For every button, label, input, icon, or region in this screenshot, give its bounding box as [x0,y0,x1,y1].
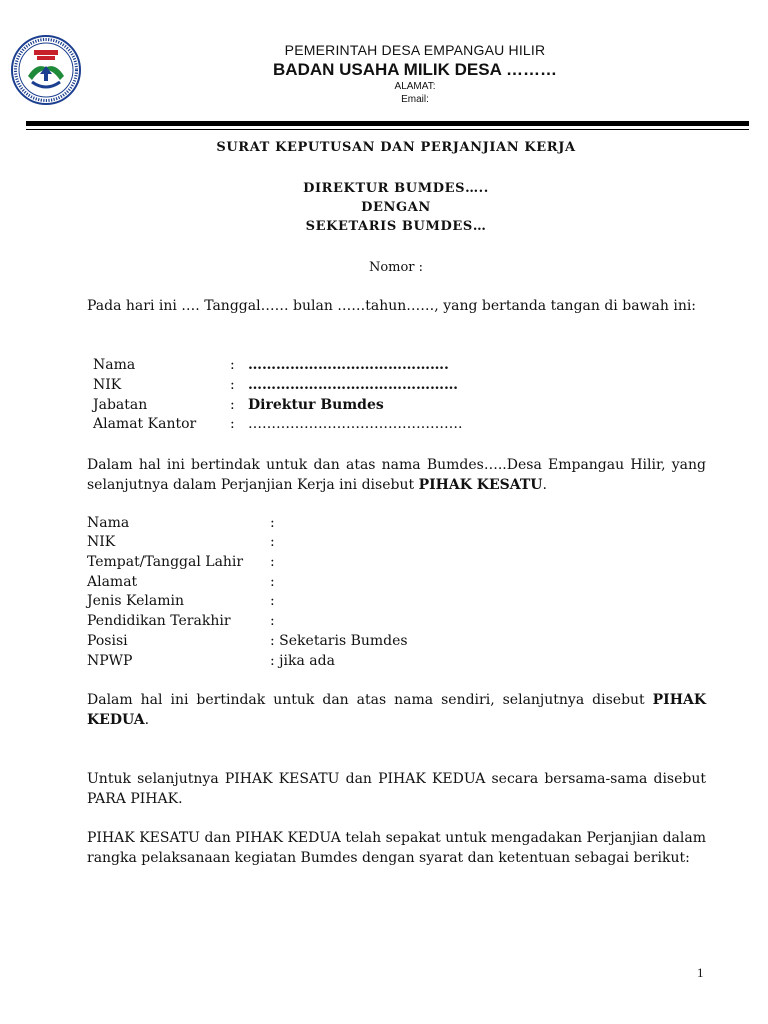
field-colon: : [230,416,235,432]
para-pihak-paragraph: Untuk selanjutnya PIHAK KESATU dan PIHAK KEDUA secara bersama-sama disebut PARA PIHAK. [87,771,706,807]
field-label: Alamat Kantor [93,416,197,432]
field-label: Pendidikan Terakhir [87,613,231,629]
page-number: 1 [697,965,704,980]
field-colon: : [270,633,275,649]
letterhead-government: PEMERINTAH DESA EMPANGAU HILIR [284,42,546,58]
letterhead-organization: BADAN USAHA MILIK DESA ……… [273,60,557,79]
first-party-statement [87,455,706,495]
document-number: Nomor : [368,260,424,275]
field-colon: : [270,534,275,550]
field-colon: : [230,397,235,413]
pihak-kesatu-term: PIHAK KESATU [418,477,543,493]
statement-text: Dalam hal ini bertindak untuk dan atas nama Bumdes…..Desa Empangau Hilir, yang selanjutnya dalam Perjanjian Kerja ini disebut [87,457,706,493]
field-label: NPWP [87,653,133,669]
letterhead-address: ALAMAT: [394,81,436,92]
field-label: Nama [93,357,136,373]
intro-paragraph: Pada hari ini …. Tanggal…… bulan ……tahun……, yang bertanda tangan di bawah ini: [87,298,697,314]
field-value: Direktur Bumdes [248,397,384,413]
field-colon: : [270,554,275,570]
field-label: NIK [93,377,122,393]
field-label: Nama [87,515,130,531]
statement-text: Dalam hal ini bertindak untuk dan atas nama sendiri, selanjutnya disebut [87,692,653,708]
field-value: ………………………………………. [248,416,463,432]
with-title: DENGAN [361,200,431,215]
field-colon: : [270,653,275,669]
field-colon: : [270,574,275,590]
document-title: SURAT KEPUTUSAN DAN PERJANJIAN KERJA [216,140,576,155]
field-value: ……………………………………… [248,377,458,393]
party2-title: SEKETARIS BUMDES… [305,219,487,234]
second-party-statement [87,690,706,730]
field-value: jika ada [274,653,335,669]
field-label: Jenis Kelamin [87,593,184,609]
pihak-kedua-term: PIHAK KEDUA [87,692,706,728]
statement-end: . [144,712,150,728]
letterhead-divider-thick [26,121,749,126]
party1-title: DIREKTUR BUMDES….. [303,181,489,196]
field-label: NIK [87,534,116,550]
field-label: Posisi [87,633,128,649]
letterhead-email: Email: [401,94,429,105]
field-colon: : [270,593,275,609]
field-value: ……………………………………. [248,357,449,373]
field-label: Tempat/Tanggal Lahir [87,554,244,570]
letterhead-divider-thin [26,129,749,130]
field-colon: : [230,357,235,373]
agreement-paragraph: PIHAK KESATU dan PIHAK KEDUA telah sepakat untuk mengadakan Perjanjian dalam rangka pelaksanaan kegiatan Bumdes dengan syarat dan ketentuan sebagai berikut: [87,830,706,866]
field-label: Jabatan [93,397,148,413]
field-label: Alamat [87,574,138,590]
field-colon-value [270,632,408,651]
field-colon-value [270,652,335,671]
field-colon: : [270,515,275,531]
field-value: Seketaris Bumdes [274,633,408,649]
statement-end: . [542,477,547,493]
field-colon: : [230,377,235,393]
field-colon: : [270,613,275,629]
